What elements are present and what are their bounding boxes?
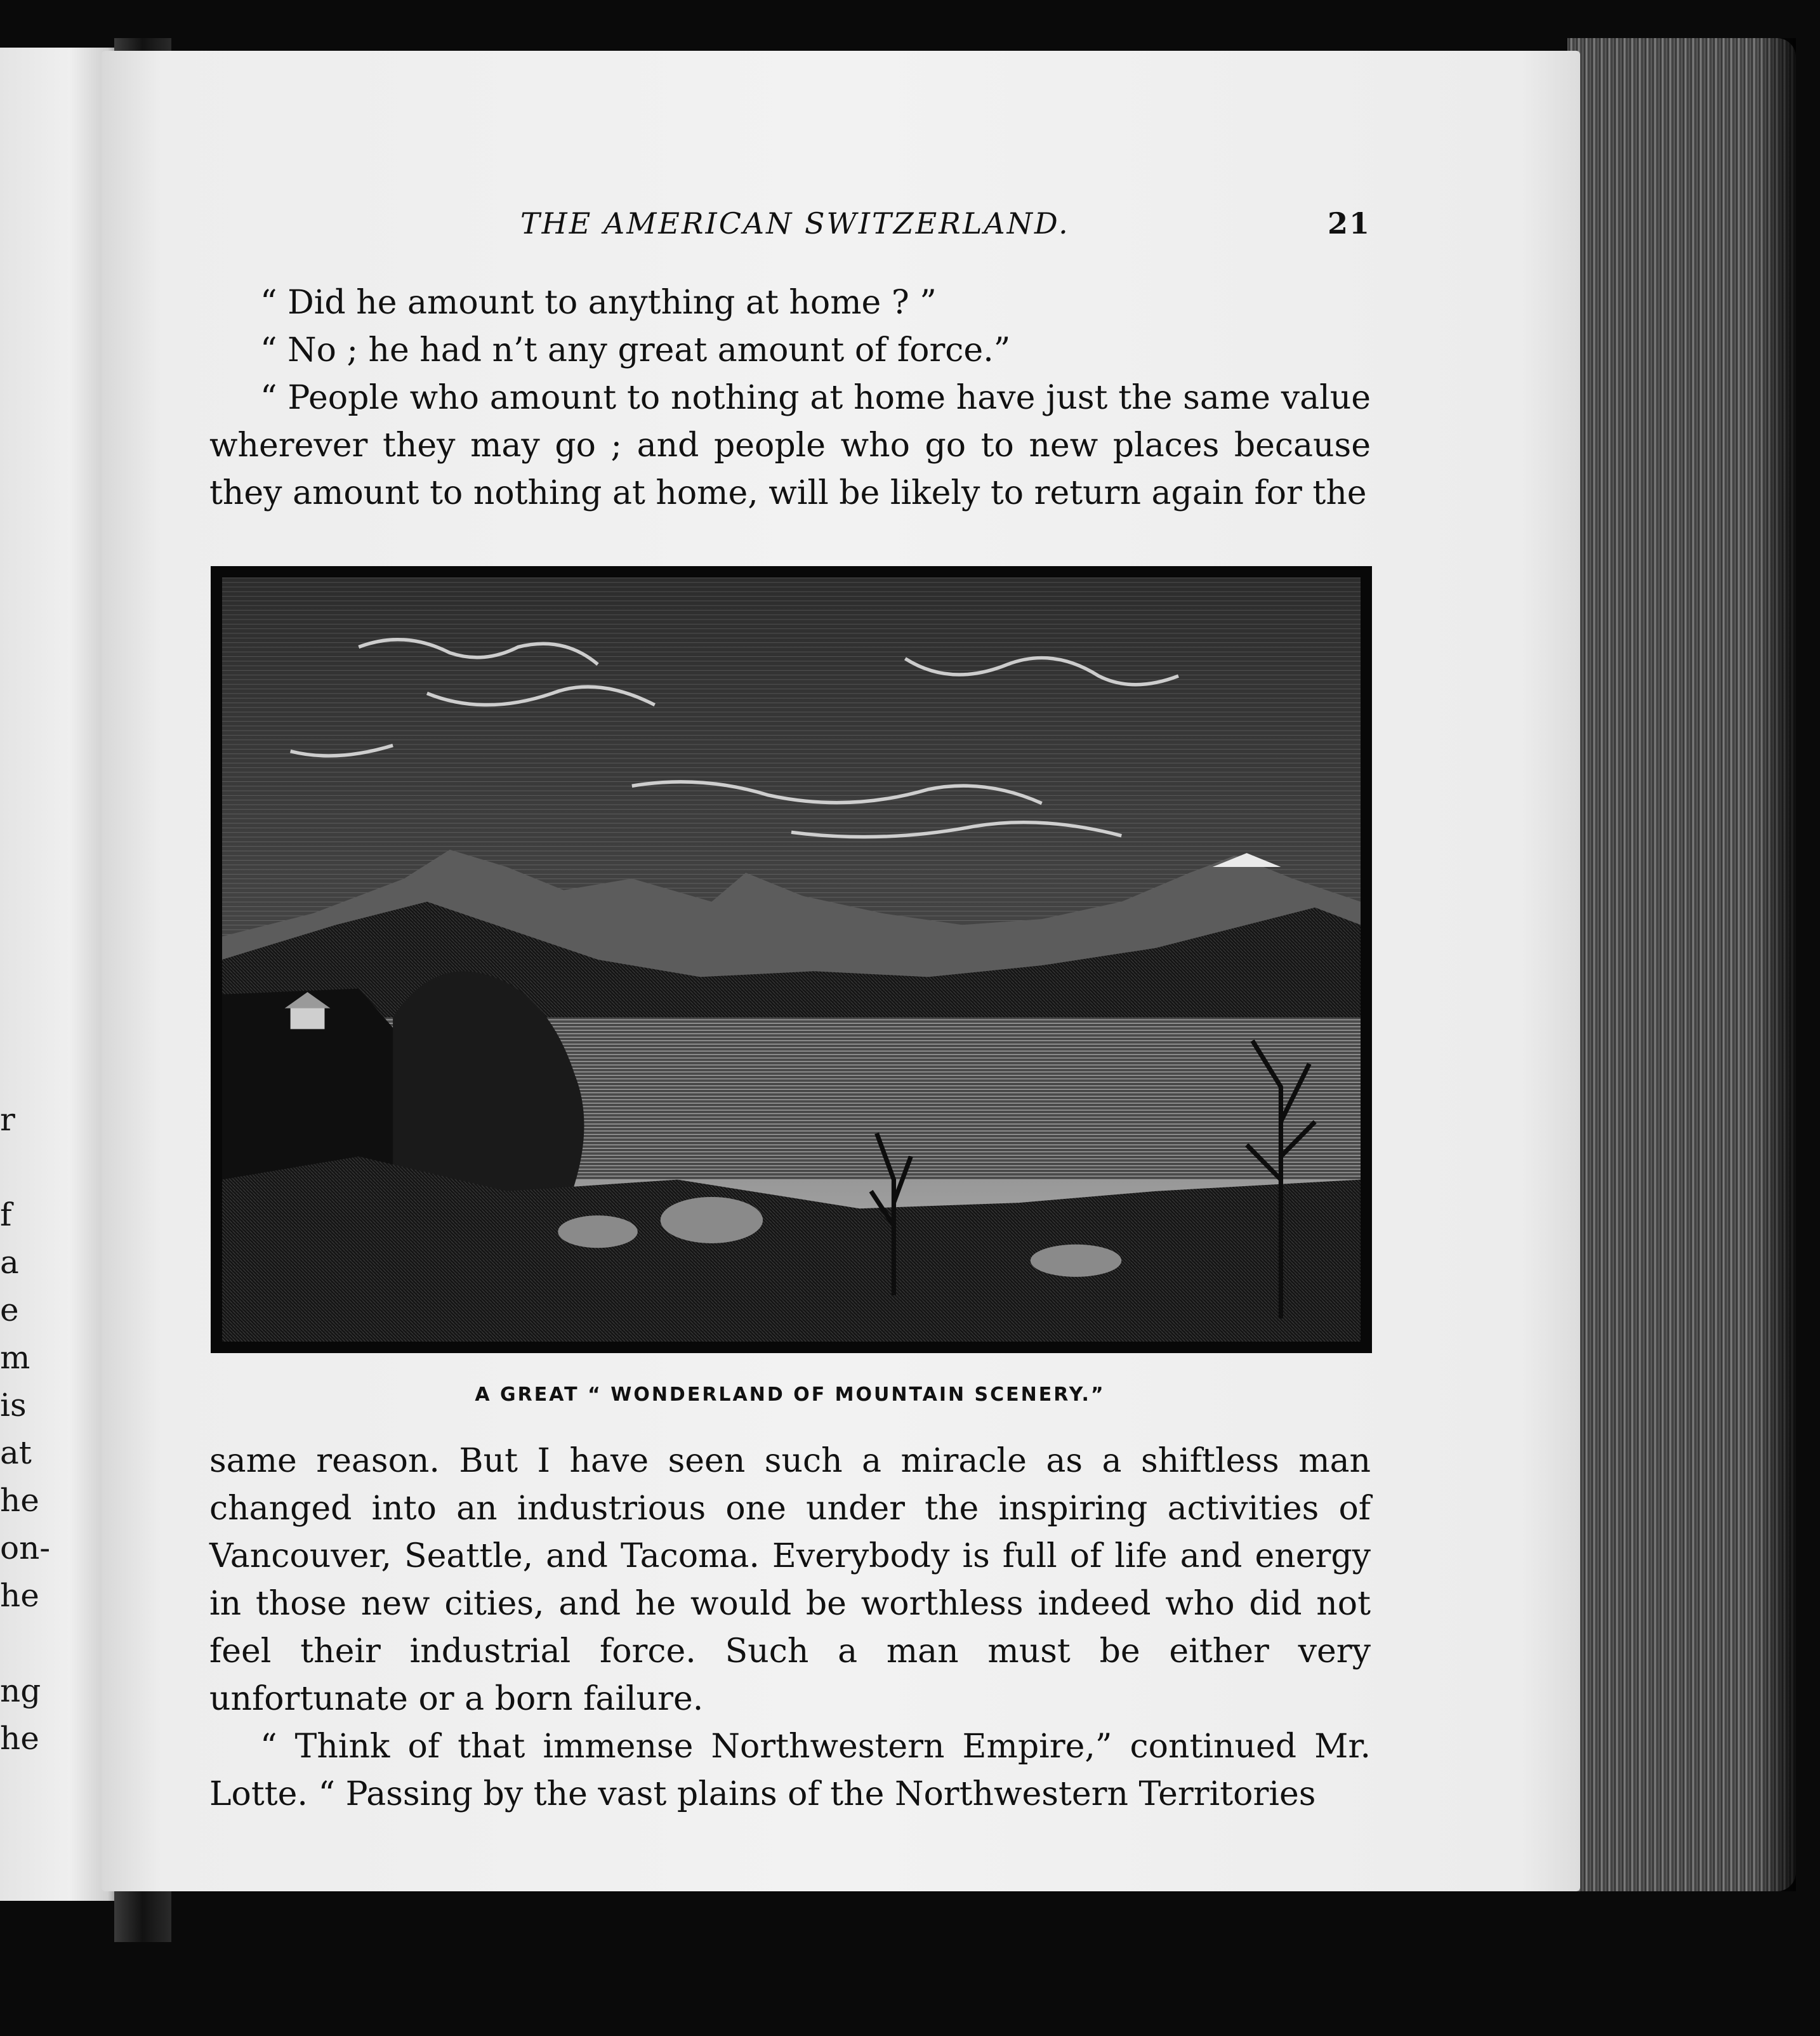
- house: [291, 1006, 325, 1029]
- running-head: [209, 206, 1371, 251]
- left-fragment: on-: [0, 1530, 51, 1566]
- paragraph: “ People who amount to nothing at home have just the same value wherever they may go ; and people who go to new places because they amount to nothing at home, will be likely to return again for the: [209, 379, 1371, 512]
- body-text-top: [209, 279, 1371, 517]
- left-fragment: ng: [0, 1672, 41, 1709]
- left-fragment: at: [0, 1434, 32, 1471]
- page-block-edge: [1567, 38, 1796, 1891]
- left-fragment: e: [0, 1292, 19, 1328]
- running-title: THE AMERICAN SWITZERLAND.: [520, 206, 1070, 241]
- left-fragment: m: [0, 1339, 30, 1376]
- left-fragment: r: [0, 1101, 15, 1138]
- body-text-bottom: [209, 1438, 1371, 1818]
- page-number: 21: [1327, 206, 1371, 241]
- illustration-caption: A GREAT “ WONDERLAND OF MOUNTAIN SCENERY.”: [475, 1384, 1105, 1406]
- left-fragment: is: [0, 1387, 27, 1424]
- paragraph: “ Did he amount to anything at home ? ”: [260, 284, 937, 322]
- landscape-engraving: [222, 578, 1361, 1342]
- left-fragment: a: [0, 1244, 19, 1281]
- left-fragment: he: [0, 1482, 39, 1519]
- left-fragment: he: [0, 1577, 39, 1614]
- paragraph: “ Think of that immense Northwestern Empire,” continued Mr. Lotte. “ Passing by the vast plains of the Northwestern Territories: [209, 1728, 1371, 1813]
- engraving-illustration: [211, 566, 1372, 1353]
- left-fragment: he: [0, 1720, 39, 1757]
- left-fragment: f: [0, 1196, 12, 1233]
- paragraph: same reason. But I have seen such a miracle as a shiftless man changed into an industrious one under the inspiring activities of Vancouver, Seattle, and Tacoma. Everybody is full of life and energy in those new cities, and he would be worthless indeed who did not feel their industrial force. Such a man must be either very unfortunate or a born failure.: [209, 1442, 1371, 1718]
- paragraph: “ No ; he had n’t any great amount of force.”: [260, 331, 1011, 369]
